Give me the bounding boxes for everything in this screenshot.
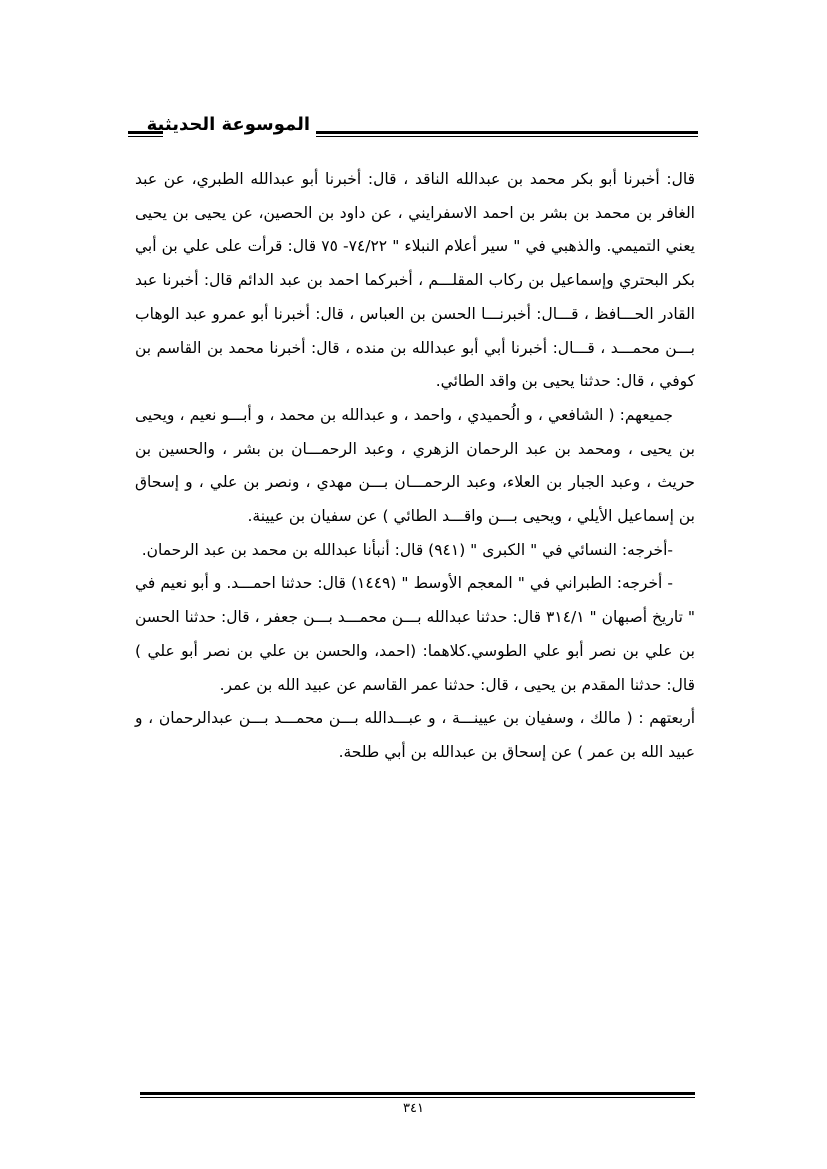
paragraph-all-of-them: جميعهم: ( الشافعي ، و الُحميدي ، واحمد ، و عبدالله بن محمد ، و أبـــو نعيم ، ويحيى بن يحيى ، ومحمد بن عبد الرحمان الزهري ، وعبد الرحمـــان بن بشر ، والحسين بن حريث ، وعبد الجبار بن العلاء، وعبد الرحمـــان بـــن مهدي ، ونصر بن علي ، و إسحاق بن إسماعيل الأيلي ، ويحيى بـــن واقـــد الطائي ) عن سفيان بن عيينة. (135, 405, 695, 526)
body-text (135, 163, 695, 770)
footer-rule (140, 1092, 695, 1098)
paragraph-chain: قال: أخبرنا أبو بكر محمد بن عبدالله الناقد ، قال: أخبرنا أبو عبدالله الطبري، عن عبد الغافر بن محمد بن بشر بن احمد الاسفرايني ، عن داود بن الحصين، عن يحيى بن يحيى يعني التميمي. والذهبي في " سير أعلام النبلاء " ٧٤/٢٢- ٧٥ قال: قرأت على علي بن أبي بكر البحتري وإسماعيل بن ركاب المقلـــم ، أخبركما احمد بن عبد الدائم قال: أخبرنا عبد القادر الحـــافظ ، قـــال: أخبرنـــا الحسن بن العباس ، قال: أخبرنا أبو عمرو عبد الوهاب بـــن محمـــد ، قـــال: أخبرنا أبي أبو عبدالله بن منده ، قال: أخبرنا محمد بن القاسم بن كوفي ، قال: حدثنا يحيى بن واقد الطائي. (135, 170, 695, 391)
paragraph-nasai: -أخرجه: النسائي في " الكبرى " (٩٤١) قال: أنبأنا عبدالله بن محمد بن عبد الرحمان. (141, 540, 673, 559)
running-header (128, 113, 698, 143)
paragraph-four-of-them: أربعتهم : ( مالك ، وسفيان بن عيينـــة ، و عبـــدالله بـــن محمـــد بـــن عبدالرحمان ، و عبيد الله بن عمر ) عن إسحاق بن عبدالله بن أبي طلحة. (135, 709, 695, 761)
paragraph-tabarani: - أخرجه: الطبراني في " المعجم الأوسط " (١٤٤٩) قال: حدثنا احمـــد. و أبو نعيم في " تاريخ أصبهان " ٣١٤/١ قال: حدثنا عبدالله بـــن محمـــد بـــن جعفر ، قال: حدثنا الحسن بن علي بن نصر أبو علي الطوسي.كلاهما: (احمد، والحسن بن علي بن نصر أبو علي ) قال: حدثنا المقدم بن يحيى ، قال: حدثنا عمر القاسم عن عبيد الله بن عمر. (135, 574, 695, 694)
page-number: ٣٤١ (403, 1101, 424, 1116)
header-title: الموسوعة الحديثية (146, 114, 310, 135)
header-rule-right (316, 131, 698, 137)
